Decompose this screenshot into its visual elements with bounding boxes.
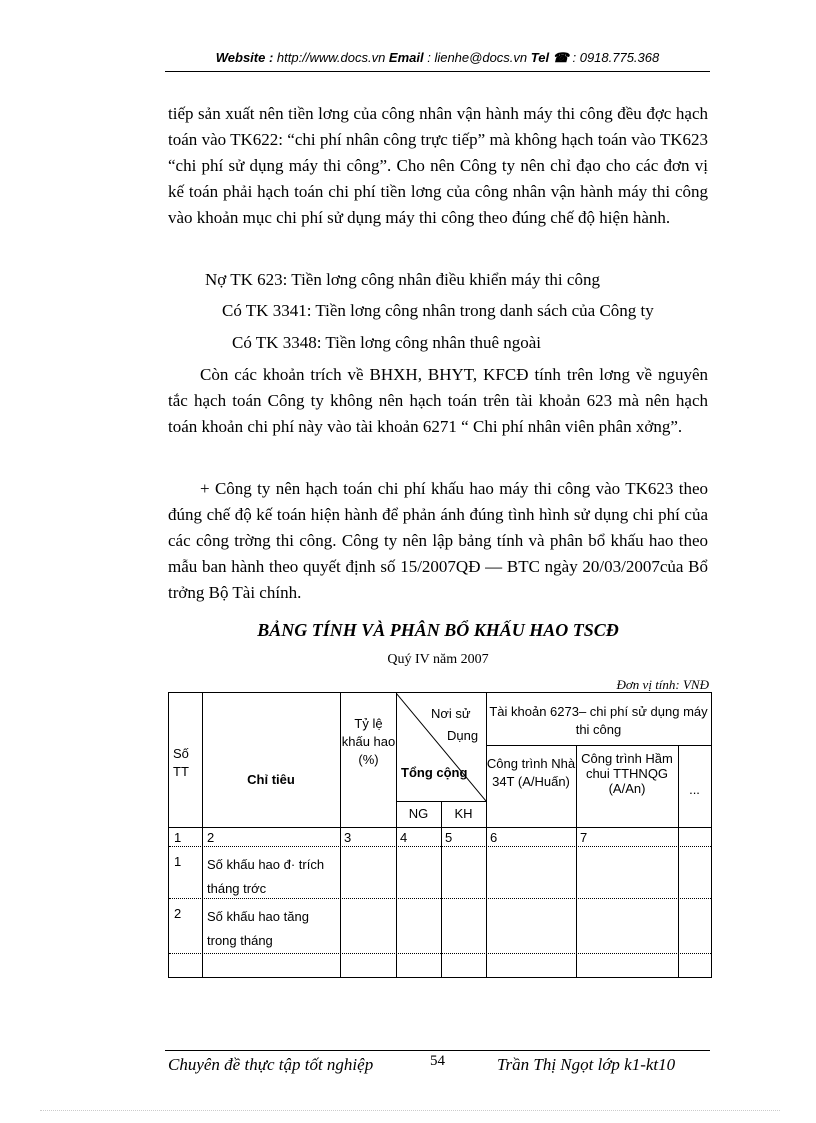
col-num-2: 2	[207, 830, 215, 845]
page-number: 54	[430, 1053, 445, 1069]
entry-co-3348: Có TK 3348: Tiền lơng công nhân thuê ngoài	[232, 333, 542, 352]
col-num-3: 3	[344, 830, 352, 845]
paragraph-1: tiếp sản xuất nên tiền lơng của công nhân vận hành máy thi công đều đợc hạch toán vào TK622: “chi phí nhân công trực tiếp” mà không hạch toán vào TK623 “chi phí sử dụng máy thi công”. Cho nên Công ty nên chỉ đạo cho các đơn vị kế toán phải hạch toán chi phí tiền lơng của công nhân vận hành máy thi công vào khoản mục chi phí sử dụng máy thi công theo đúng chế độ hiện hành.	[168, 104, 708, 227]
header-cong-trinh-1: Công trình Nhà 34T (A/Huấn)	[486, 756, 576, 789]
col-num-6: 6	[490, 830, 498, 845]
page-bottom-border	[40, 1110, 780, 1111]
header-chi-tieu: Chỉ tiêu	[247, 772, 295, 787]
header-divider	[165, 71, 710, 72]
col-num-5: 5	[445, 830, 453, 845]
paragraph-2: Còn các khoản trích về BHXH, BHYT, KFCĐ tính trên lơng về nguyên tắc hạch toán Công ty không nên hạch toán trên tài khoản 623 mà nên hạch toán khoản chi phí này vào tài khoản 6271 “ Chi phí nhân viên phân xởng”.	[168, 365, 708, 436]
header-tong-cong: Tổng cộng	[401, 765, 468, 780]
col-num-7: 7	[580, 830, 588, 845]
col-num-4: 4	[400, 830, 408, 845]
phone-number: : 0918.775.368	[568, 50, 660, 65]
table-subtitle: Quý IV năm 2007	[387, 652, 489, 667]
phone-label: Tel ☎	[530, 50, 569, 65]
row2-label: Số khấu hao tăng trong tháng	[207, 909, 309, 948]
footer-left: Chuyên đề thực tập tốt nghiệp	[168, 1055, 374, 1074]
header-ng: NG	[408, 806, 429, 821]
header-noi-su: Nơi sử	[431, 706, 471, 721]
website-link[interactable]: http://www.docs.vn	[273, 50, 389, 65]
header-tk-6273: Tài khoản 6273– chi phí sử dụng máy thi công	[489, 704, 708, 737]
paragraph-3: + Công ty nên hạch toán chi phí khấu hao máy thi công vào TK623 theo đúng chế độ kế toán hiện hành để phản ánh đúng tình hình sử dụng chi phí của các công trờng thi công. Công ty nên lập bảng tính và phân bổ khấu hao theo mẫu ban hành theo quyết định số 15/2007QĐ — BTC ngày 20/03/2007của Bổ trởng Bộ Tài chính.	[168, 479, 708, 602]
header-cong-trinh-2: Công trình Hầm chui TTHNQG (A/An)	[581, 751, 673, 796]
footer-right: Trần Thị Ngọt lớp k1-kt10	[497, 1055, 676, 1074]
depreciation-table	[168, 692, 712, 978]
page-header	[165, 50, 710, 66]
row2-stt: 2	[174, 906, 182, 921]
entry-no: Nợ TK 623: Tiền lơng công nhân điều khiển máy thi công	[205, 270, 600, 289]
header-dung: Dụng	[447, 728, 479, 743]
header-ty-le: Tỷ lệ khấu hao (%)	[341, 716, 396, 767]
website-label: Website :	[215, 50, 274, 65]
header-more: ...	[689, 782, 700, 797]
row1-label: Số khấu hao đ· trích tháng trớc	[207, 857, 325, 896]
header-kh: KH	[454, 806, 473, 821]
email-label: Email	[388, 50, 424, 65]
entry-co-3341: Có TK 3341: Tiền lơng công nhân trong danh sách của Công ty	[222, 301, 654, 320]
row1-stt: 1	[174, 854, 182, 869]
footer-divider	[165, 1050, 710, 1051]
header-stt: Số TT	[173, 746, 189, 779]
unit-label: Đơn vị tính: VNĐ	[616, 677, 709, 692]
table-title: BẢNG TÍNH VÀ PHÂN BỔ KHẤU HAO TSCĐ	[257, 620, 619, 640]
col-num-1: 1	[174, 830, 182, 845]
email-link[interactable]: : lienhe@docs.vn	[423, 50, 531, 65]
